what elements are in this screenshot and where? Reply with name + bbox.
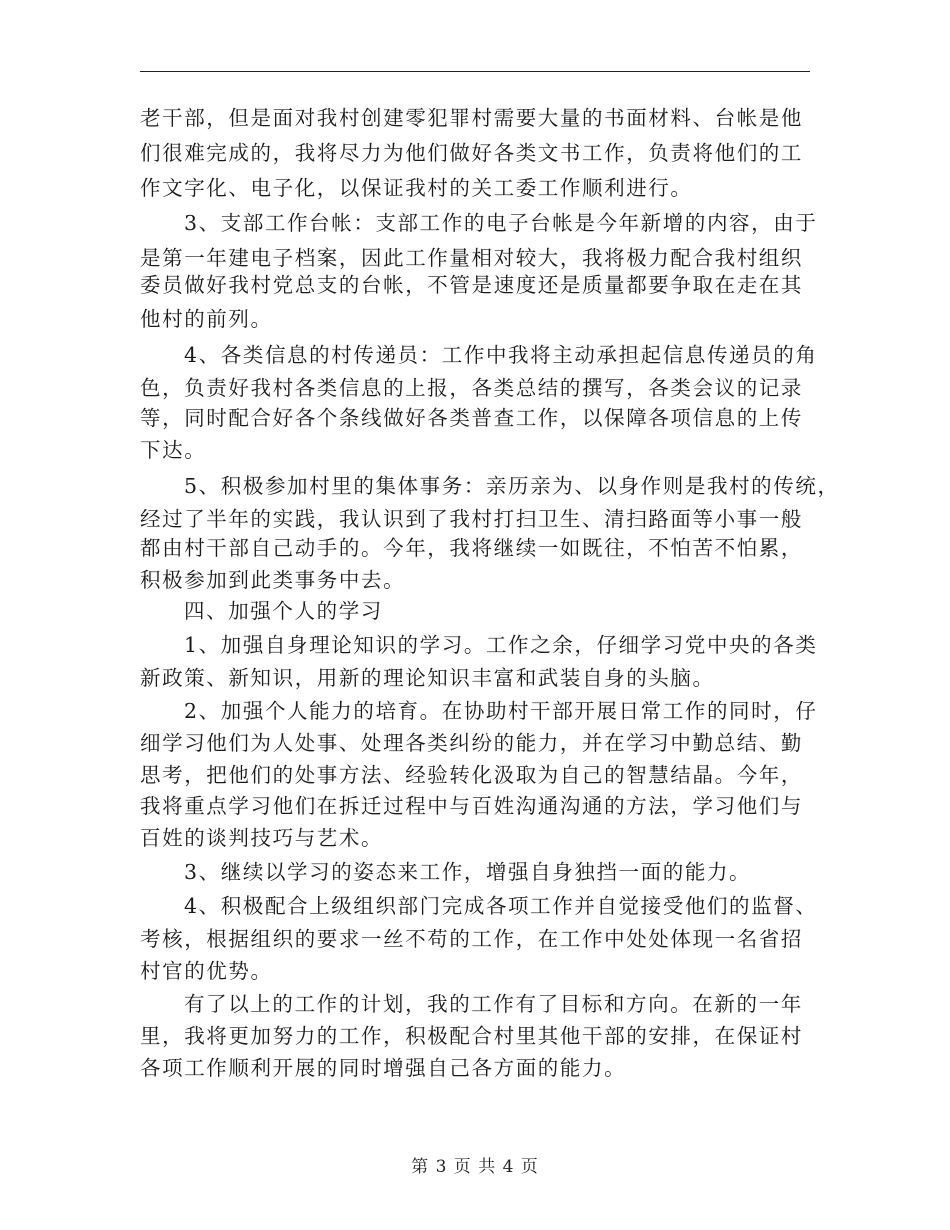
text-line: 下达。	[140, 438, 207, 462]
text-line: 新政策、新知识，用新的理论知识丰富和武装自身的头脑。	[140, 666, 715, 690]
text-line: 里，我将更加努力的工作，积极配合村里其他干部的安排，在保证村	[140, 1024, 803, 1048]
text-line: 3、继续以学习的姿态来工作，增强自身独挡一面的能力。	[184, 860, 752, 884]
text-line: 有了以上的工作的计划，我的工作有了目标和方向。在新的一年	[184, 992, 803, 1016]
text-line: 村官的优势。	[140, 959, 273, 983]
text-line: 委员做好我村党总支的台帐，不管是速度还是质量都要争取在走在其	[140, 273, 803, 297]
text-line: 细学习他们为人处事、处理各类纠纷的能力，并在学习中勤总结、勤	[140, 731, 803, 755]
text-line: 考核，根据组织的要求一丝不苟的工作，在工作中处处体现一名省招	[140, 927, 803, 951]
text-line: 百姓的谈判技巧与艺术。	[140, 826, 384, 850]
text-line: 老干部，但是面对我村创建零犯罪村需要大量的书面材料、台帐是他	[140, 106, 803, 130]
text-line: 5、积极参加村里的集体事务：亲历亲为、以身作则是我村的传统，	[184, 474, 840, 498]
text-line: 作文字化、电子化，以保证我村的关工委工作顺利进行。	[140, 176, 693, 200]
text-line: 2、加强个人能力的培育。在协助村干部开展日常工作的同时，仔	[184, 699, 818, 723]
text-line: 们很难完成的，我将尽力为他们做好各类文书工作，负责将他们的工	[140, 141, 803, 165]
text-line: 3、支部工作台帐：支部工作的电子台帐是今年新增的内容，由于	[184, 211, 818, 235]
text-line: 色，负责好我村各类信息的上报，各类总结的撰写，各类会议的记录	[140, 376, 803, 400]
text-line: 他村的前列。	[140, 307, 273, 331]
text-line: 1、加强自身理论知识的学习。工作之余，仔细学习党中央的各类	[184, 633, 818, 657]
text-line: 思考，把他们的处事方法、经验转化汲取为自己的智慧结晶。今年，	[140, 763, 803, 787]
text-line: 4、积极配合上级组织部门完成各项工作并自觉接受他们的监督、	[184, 894, 818, 918]
text-line: 我将重点学习他们在拆迁过程中与百姓沟通沟通的方法，学习他们与	[140, 794, 803, 818]
section-heading: 四、加强个人的学习	[184, 599, 383, 623]
header-rule	[140, 71, 810, 72]
text-line: 经过了半年的实践，我认识到了我村打扫卫生、清扫路面等小事一般	[140, 507, 803, 531]
text-line: 都由村干部自己动手的。今年，我将继续一如既往，不怕苦不怕累，	[140, 536, 803, 560]
text-line: 等，同时配合好各个条线做好各类普查工作，以保障各项信息的上传	[140, 406, 803, 430]
text-line: 积极参加到此类事务中去。	[140, 568, 406, 592]
text-line: 各项工作顺利开展的同时增强自己各方面的能力。	[140, 1056, 627, 1080]
text-line: 是第一年建电子档案，因此工作量相对较大，我将极力配合我村组织	[140, 246, 803, 270]
page-number-footer: 第 3 页 共 4 页	[411, 1157, 539, 1177]
text-line: 4、各类信息的村传递员：工作中我将主动承担起信息传递员的角	[184, 343, 818, 367]
